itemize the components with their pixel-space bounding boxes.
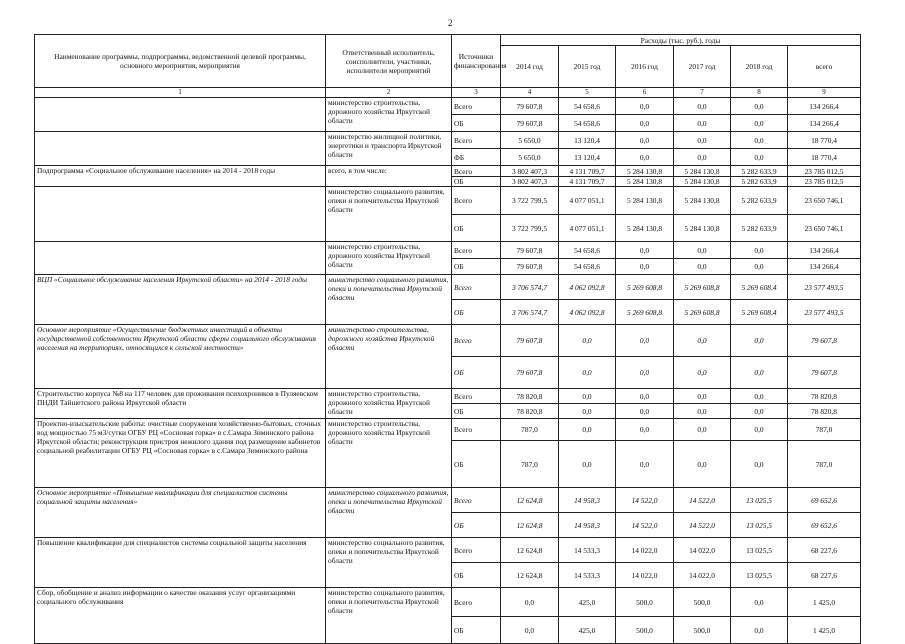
- year-value: 425,0: [559, 588, 616, 617]
- executor: всего, в том числе:: [326, 166, 452, 187]
- year-value: 5 269 608,8: [616, 275, 674, 300]
- header-row-top: [35, 35, 861, 46]
- year-value: 3 802 407,3: [501, 177, 559, 187]
- year-value: 425,0: [559, 617, 616, 644]
- year-value: 0,0: [501, 617, 559, 644]
- index-cell: 7: [674, 88, 731, 98]
- year-value: 0,0: [674, 149, 731, 166]
- funding-source: ОБ: [452, 441, 501, 488]
- total-value: 69 652,6: [788, 513, 861, 538]
- executor: министерство социального развития, опеки и попечительства Иркутской области: [326, 538, 452, 588]
- year-value: 787,0: [501, 441, 559, 488]
- total-value: 78 820,8: [788, 389, 861, 404]
- year-value: 0,0: [674, 132, 731, 149]
- header-year: 2017 год: [674, 46, 731, 88]
- year-value: 0,0: [731, 617, 788, 644]
- year-value: 500,0: [674, 588, 731, 617]
- executor: министерство строительства, дорожного хозяйства Иркутской области: [326, 242, 452, 275]
- total-value: 1 425,0: [788, 588, 861, 617]
- table-row: [35, 98, 861, 115]
- funding-source: ОБ: [452, 115, 501, 132]
- total-value: 134 266,4: [788, 242, 861, 259]
- total-value: 68 227,6: [788, 563, 861, 588]
- funding-source: ОБ: [452, 404, 501, 419]
- funding-source: Всего: [452, 275, 501, 300]
- year-value: 54 658,6: [559, 259, 616, 275]
- year-value: 500,0: [616, 588, 674, 617]
- funding-source: ОБ: [452, 259, 501, 275]
- total-value: 79 607,8: [788, 357, 861, 389]
- year-value: 5 284 130,8: [616, 187, 674, 215]
- year-value: 14 522,0: [616, 513, 674, 538]
- year-value: 54 658,6: [559, 115, 616, 132]
- year-value: 5 284 130,8: [674, 215, 731, 242]
- year-value: 5 282 633,9: [731, 187, 788, 215]
- header-executor: Ответственный исполнитель, соисполнители, участники, исполнители мероприятий: [326, 35, 452, 88]
- program-name: ВЦП «Социальное обслуживание населения Иркутской области» на 2014 - 2018 годы: [35, 275, 326, 325]
- table-row: [35, 275, 861, 300]
- table-row: [35, 166, 861, 177]
- year-value: 13 025,5: [731, 513, 788, 538]
- executor: министерство жилищной политики, энергетики и транспорта Иркутской области: [326, 132, 452, 166]
- executor: министерство строительства, дорожного хозяйства Иркутской области: [326, 419, 452, 488]
- year-value: 3 722 799,5: [501, 215, 559, 242]
- year-value: 0,0: [674, 389, 731, 404]
- total-value: 787,0: [788, 441, 861, 488]
- funding-source: ОБ: [452, 177, 501, 187]
- year-value: 0,0: [674, 357, 731, 389]
- year-value: 5 284 130,8: [674, 177, 731, 187]
- year-value: 0,0: [616, 149, 674, 166]
- table-row: [35, 419, 861, 441]
- program-name: [35, 242, 326, 275]
- year-value: 14 522,0: [674, 513, 731, 538]
- expenses-table: [34, 34, 861, 644]
- year-value: 5 650,0: [501, 132, 559, 149]
- table-row: [35, 132, 861, 149]
- funding-source: ОБ: [452, 215, 501, 242]
- index-cell: 3: [452, 88, 501, 98]
- year-value: 4 131 709,7: [559, 177, 616, 187]
- program-name: Проектно-изыскательские работы: очистные сооружения хозяйственно-бытовых, сточных вод мощностью 75 м3/сутки ОГБУ РЦ «Сосновая горка» в с.Самара Зиминского района Иркутской области; реконструкция пристроя нежилого здания под размещение кабинетов социальной реабилитации ОГБУ РЦ «Сосновая горка» в с.Самара Зиминского района: [35, 419, 326, 488]
- program-name: Подпрограмма «Социальное обслуживание населения» на 2014 - 2018 годы: [35, 166, 326, 187]
- year-value: 0,0: [674, 404, 731, 419]
- header-expenses: Расходы (тыс. руб.), годы: [501, 35, 861, 46]
- year-value: 0,0: [616, 115, 674, 132]
- year-value: 0,0: [731, 259, 788, 275]
- page-number: 2: [448, 18, 453, 28]
- index-cell: 6: [616, 88, 674, 98]
- funding-source: Всего: [452, 538, 501, 563]
- funding-source: ОБ: [452, 513, 501, 538]
- year-value: 78 820,8: [501, 404, 559, 419]
- header-year: 2015 год: [559, 46, 616, 88]
- year-value: 79 607,8: [501, 357, 559, 389]
- year-value: 0,0: [616, 242, 674, 259]
- year-value: 13 025,5: [731, 563, 788, 588]
- year-value: 0,0: [501, 588, 559, 617]
- total-value: 23 577 493,5: [788, 275, 861, 300]
- year-value: 14 958,3: [559, 513, 616, 538]
- program-name: Строительство корпуса №8 на 117 человек для проживания психохроников в Пуляевском ПНДИ Тайшетского района Иркутской области: [35, 389, 326, 419]
- funding-source: Всего: [452, 325, 501, 357]
- header-index-row: [35, 88, 861, 98]
- year-value: 78 820,8: [501, 389, 559, 404]
- year-value: 79 607,8: [501, 98, 559, 115]
- index-cell: 4: [501, 88, 559, 98]
- year-value: 0,0: [731, 389, 788, 404]
- year-value: 13 120,4: [559, 132, 616, 149]
- year-value: 3 722 799,5: [501, 187, 559, 215]
- program-name: Сбор, обобщение и анализ информации о качестве оказания услуг организациями социального обслуживания: [35, 588, 326, 644]
- year-value: 4 077 051,1: [559, 215, 616, 242]
- program-name: [35, 132, 326, 166]
- header-year: 2016 год: [616, 46, 674, 88]
- year-value: 5 269 608,8: [674, 300, 731, 325]
- funding-source: Всего: [452, 242, 501, 259]
- funding-source: ОБ: [452, 617, 501, 644]
- year-value: 14 522,0: [616, 488, 674, 513]
- executor: министерство строительства, дорожного хозяйства Иркутской области: [326, 98, 452, 132]
- total-value: 23 650 746,1: [788, 187, 861, 215]
- year-value: 14 533,3: [559, 563, 616, 588]
- table-row: [35, 538, 861, 563]
- table-row: [35, 242, 861, 259]
- year-value: 5 650,0: [501, 149, 559, 166]
- year-value: 0,0: [559, 389, 616, 404]
- year-value: 79 607,8: [501, 325, 559, 357]
- program-name: Основное мероприятие «Повышение квалификации для специалистов системы социальной защиты населения»: [35, 488, 326, 538]
- executor: министерство социального развития, опеки и попечительства Иркутской области: [326, 187, 452, 242]
- total-value: 23 650 746,1: [788, 215, 861, 242]
- year-value: 0,0: [674, 441, 731, 488]
- total-value: 23 785 012,5: [788, 166, 861, 177]
- year-value: 0,0: [674, 259, 731, 275]
- header-source: Источники финансирования: [452, 35, 501, 88]
- year-value: 0,0: [616, 419, 674, 441]
- year-value: 5 284 130,8: [616, 215, 674, 242]
- program-name: Повышение квалификации для специалистов системы социальной защиты населения: [35, 538, 326, 588]
- index-cell: 5: [559, 88, 616, 98]
- funding-source: Всего: [452, 389, 501, 404]
- year-value: 5 282 633,9: [731, 215, 788, 242]
- total-value: 787,0: [788, 419, 861, 441]
- year-value: 0,0: [674, 419, 731, 441]
- total-value: 23 577 493,5: [788, 300, 861, 325]
- year-value: 0,0: [559, 357, 616, 389]
- funding-source: ФБ: [452, 149, 501, 166]
- funding-source: Всего: [452, 187, 501, 215]
- year-value: 787,0: [501, 419, 559, 441]
- year-value: 3 706 574,7: [501, 275, 559, 300]
- year-value: 5 282 633,9: [731, 166, 788, 177]
- year-value: 14 022,0: [674, 563, 731, 588]
- year-value: 0,0: [559, 404, 616, 419]
- header-total: всего: [788, 46, 861, 88]
- year-value: 4 131 709,7: [559, 166, 616, 177]
- year-value: 0,0: [559, 441, 616, 488]
- executor: министерство социального развития, опеки и попечительства Иркутской области: [326, 275, 452, 325]
- year-value: 0,0: [616, 389, 674, 404]
- year-value: 14 022,0: [616, 563, 674, 588]
- year-value: 5 269 608,4: [731, 275, 788, 300]
- index-cell: 2: [326, 88, 452, 98]
- year-value: 0,0: [731, 588, 788, 617]
- year-value: 0,0: [731, 441, 788, 488]
- year-value: 0,0: [731, 242, 788, 259]
- year-value: 0,0: [616, 325, 674, 357]
- year-value: 12 624,8: [501, 513, 559, 538]
- year-value: 4 062 092,8: [559, 275, 616, 300]
- header-name: Наименование программы, подпрограммы, ведомственной целевой программы, основного мероприятия, мероприятия: [35, 35, 326, 88]
- year-value: 0,0: [731, 115, 788, 132]
- program-name: [35, 98, 326, 132]
- year-value: 5 282 633,9: [731, 177, 788, 187]
- table-row: [35, 588, 861, 617]
- funding-source: ОБ: [452, 563, 501, 588]
- year-value: 54 658,6: [559, 98, 616, 115]
- year-value: 0,0: [731, 357, 788, 389]
- year-value: 14 022,0: [616, 538, 674, 563]
- year-value: 3 802 407,3: [501, 166, 559, 177]
- total-value: 78 820,8: [788, 404, 861, 419]
- funding-source: Всего: [452, 98, 501, 115]
- year-value: 0,0: [674, 242, 731, 259]
- program-name: Основное мероприятие «Осуществление бюджетных инвестиций в объекты государственной собственности Иркутской области сферы социального обслуживания населения на территориях, относящихся к сельской местности»: [35, 325, 326, 389]
- executor: министерство социального развития, опеки и попечительства Иркутской области: [326, 488, 452, 538]
- year-value: 12 624,8: [501, 488, 559, 513]
- year-value: 12 624,8: [501, 538, 559, 563]
- year-value: 0,0: [674, 98, 731, 115]
- total-value: 68 227,6: [788, 538, 861, 563]
- table-row: [35, 325, 861, 357]
- year-value: 5 269 608,8: [616, 300, 674, 325]
- executor: министерство строительства, дорожного хозяйства Иркутской области: [326, 325, 452, 389]
- executor: министерство строительства, дорожного хозяйства Иркутской области: [326, 389, 452, 419]
- year-value: 0,0: [731, 419, 788, 441]
- year-value: 5 284 130,8: [674, 187, 731, 215]
- year-value: 4 077 051,1: [559, 187, 616, 215]
- total-value: 79 607,8: [788, 325, 861, 357]
- index-cell: 8: [731, 88, 788, 98]
- year-value: 500,0: [616, 617, 674, 644]
- year-value: 500,0: [674, 617, 731, 644]
- funding-source: Всего: [452, 166, 501, 177]
- year-value: 0,0: [674, 325, 731, 357]
- total-value: 23 785 012,5: [788, 177, 861, 187]
- funding-source: Всего: [452, 488, 501, 513]
- year-value: 4 062 092,8: [559, 300, 616, 325]
- year-value: 0,0: [616, 404, 674, 419]
- table-row: [35, 389, 861, 404]
- year-value: 5 269 608,4: [731, 300, 788, 325]
- index-cell: 9: [788, 88, 861, 98]
- header-year: 2018 год: [731, 46, 788, 88]
- total-value: 134 266,4: [788, 98, 861, 115]
- funding-source: ОБ: [452, 300, 501, 325]
- year-value: 0,0: [616, 357, 674, 389]
- year-value: 5 284 130,8: [616, 177, 674, 187]
- total-value: 18 770,4: [788, 132, 861, 149]
- table-body: [35, 98, 861, 644]
- year-value: 54 658,6: [559, 242, 616, 259]
- year-value: 13 120,4: [559, 149, 616, 166]
- year-value: 3 706 574,7: [501, 300, 559, 325]
- funding-source: Всего: [452, 132, 501, 149]
- funding-source: Всего: [452, 588, 501, 617]
- year-value: 79 607,8: [501, 242, 559, 259]
- year-value: 13 025,5: [731, 488, 788, 513]
- year-value: 0,0: [731, 132, 788, 149]
- program-name: [35, 187, 326, 242]
- total-value: 69 652,6: [788, 488, 861, 513]
- index-cell: 1: [35, 88, 326, 98]
- table-row: [35, 488, 861, 513]
- year-value: 0,0: [616, 441, 674, 488]
- total-value: 134 266,4: [788, 115, 861, 132]
- funding-source: Всего: [452, 419, 501, 441]
- funding-source: ОБ: [452, 357, 501, 389]
- year-value: 0,0: [674, 115, 731, 132]
- year-value: 0,0: [616, 132, 674, 149]
- year-value: 5 284 130,8: [674, 166, 731, 177]
- year-value: 79 607,8: [501, 259, 559, 275]
- total-value: 1 425,0: [788, 617, 861, 644]
- year-value: 14 533,3: [559, 538, 616, 563]
- total-value: 134 266,4: [788, 259, 861, 275]
- year-value: 0,0: [731, 98, 788, 115]
- executor: министерство социального развития, опеки и попечительства Иркутской области: [326, 588, 452, 644]
- year-value: 0,0: [559, 325, 616, 357]
- year-value: 0,0: [559, 419, 616, 441]
- year-value: 0,0: [616, 259, 674, 275]
- year-value: 14 522,0: [674, 488, 731, 513]
- year-value: 0,0: [731, 404, 788, 419]
- table-row: [35, 187, 861, 215]
- year-value: 14 958,3: [559, 488, 616, 513]
- header-year: 2014 год: [501, 46, 559, 88]
- total-value: 18 770,4: [788, 149, 861, 166]
- year-value: 5 269 608,8: [674, 275, 731, 300]
- year-value: 0,0: [616, 98, 674, 115]
- year-value: 14 022,0: [674, 538, 731, 563]
- year-value: 5 284 130,8: [616, 166, 674, 177]
- year-value: 79 607,8: [501, 115, 559, 132]
- year-value: 12 624,8: [501, 563, 559, 588]
- year-value: 0,0: [731, 149, 788, 166]
- year-value: 0,0: [731, 325, 788, 357]
- year-value: 13 025,5: [731, 538, 788, 563]
